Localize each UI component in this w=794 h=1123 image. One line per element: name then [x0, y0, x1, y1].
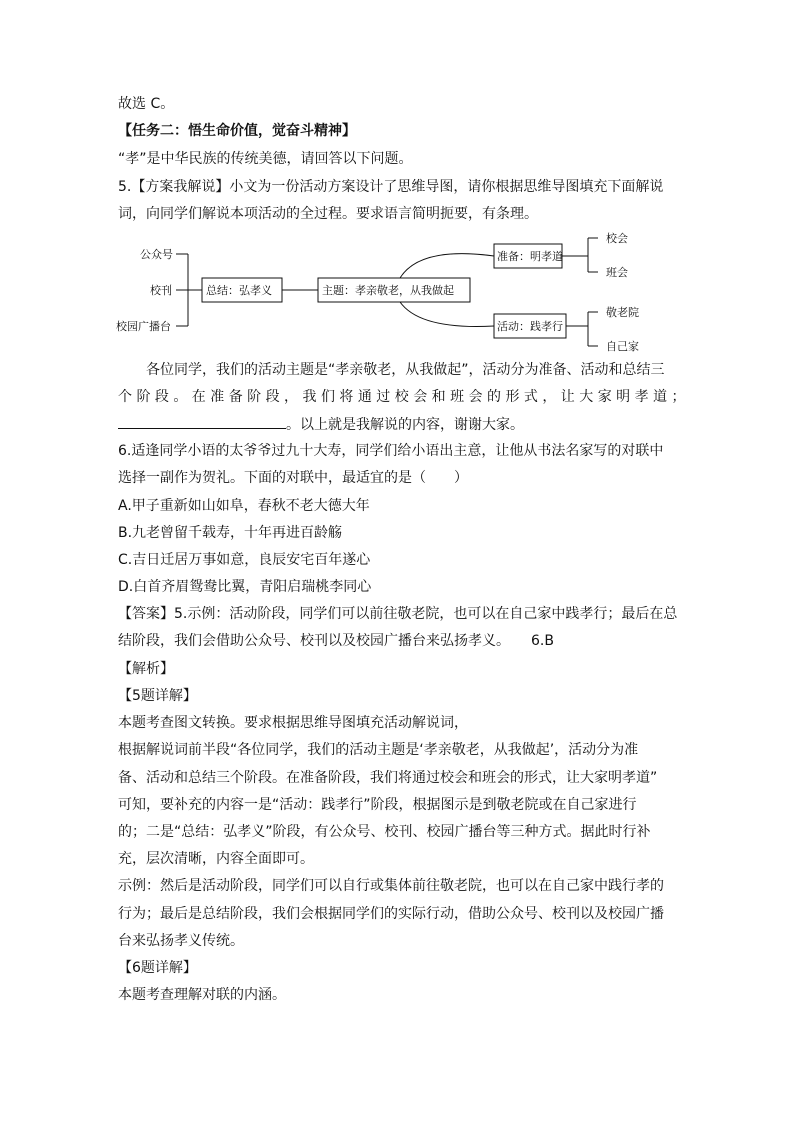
question-6-line-1: 6.适逢同学小语的太爷爷过九十大寿，同学们给小语出主意，让他从书法名家写的对联中: [118, 443, 664, 459]
task-heading: 【任务二：悟生命价值，觉奋斗精神】: [118, 123, 356, 139]
prepare-node: 准备：明孝道: [497, 250, 563, 263]
speech-line-3-text: 。以上就是我解说的内容，谢谢大家。: [286, 417, 524, 433]
explain-line-6: 充，层次清晰，内容全面即可。: [118, 851, 314, 867]
example-line-2: 行为；最后是总结阶段，我们会根据同学们的实际行动，借助公众号、校刊以及校园广播: [118, 906, 664, 922]
left-item-journal: 校刊: [150, 284, 172, 297]
analysis-heading: 【解析】: [118, 661, 174, 677]
explain-line-2: 根据解说词前半段“各位同学，我们的活动主题是‘孝亲敬老，从我做起’，活动分为准: [118, 742, 639, 758]
explain-line-1: 本题考查图文转换。要求根据思维导图填充活动解说词，: [118, 715, 468, 731]
explain-line-4: 可知，要补充的内容一是“活动：践孝行”阶段，根据图示是到敬老院或在自己家进行: [118, 797, 637, 813]
theme-node: 主题：孝亲敬老，从我做起: [322, 284, 454, 297]
mind-map: [110, 226, 670, 356]
branch-curve-activity: [400, 302, 494, 327]
answer-line-1: 【答案】5.示例：活动阶段，同学们可以前往敬老院，也可以在自己家中践孝行；最后在总: [118, 606, 678, 622]
answer-line-2: 结阶段，我们会借助公众号、校刊以及校园广播台来弘扬孝义。 6.B: [118, 633, 554, 649]
prepare-item-school: 校会: [606, 232, 628, 245]
activity-item-home: 自己家: [606, 340, 639, 353]
summary-node: 总结：弘孝义: [206, 284, 272, 297]
question-5-line-1: 5.【方案我解说】小文为一份活动方案设计了思维导图，请你根据思维导图填充下面解说: [118, 179, 664, 195]
example-line-1: 示例：然后是活动阶段，同学们可以自行或集体前往敬老院，也可以在自己家中践行孝的: [118, 878, 664, 894]
answer-blank[interactable]: [118, 414, 286, 429]
explain-6-line-1: 本题考查理解对联的内涵。: [118, 987, 286, 1003]
question-6-line-2: 选择一副作为贺礼。下面的对联中，最适宜的是（ ）: [118, 470, 468, 486]
prepare-item-class: 班会: [606, 266, 628, 279]
option-a: A.甲子重新如山如阜，春秋不老大德大年: [118, 498, 370, 514]
speech-line-1: 各位同学，我们的活动主题是“孝亲敬老，从我做起”，活动分为准备、活动和总结三: [146, 362, 665, 378]
option-b: B.九老曾留千载寿，十年再进百龄觞: [118, 525, 343, 541]
detail-5-heading: 【5题详解】: [118, 688, 197, 704]
explain-line-5: 的；二是“总结：弘孝义”阶段，有公众号、校刊、校园广播台等三种方式。据此时行补: [118, 824, 651, 840]
conclusion-line: 故选 C。: [118, 96, 175, 112]
branch-curve-prepare: [400, 254, 494, 278]
speech-line-2: 个 阶 段 。 在 准 备 阶 段 ， 我 们 将 通 过 校 会 和 班 会 的 形 式 ， 让 大 家 明 孝 道 ；: [118, 389, 686, 405]
left-item-radio: 校园广播台: [116, 320, 171, 333]
activity-node: 活动：践孝行: [497, 320, 563, 333]
detail-6-heading: 【6题详解】: [118, 960, 197, 976]
question-5-line-2: 词，向同学们解说本项活动的全过程。要求语言简明扼要，有条理。: [118, 206, 538, 222]
example-line-3: 台来弘扬孝义传统。: [118, 933, 244, 949]
option-d: D.白首齐眉鸳鸯比翼，青阳启瑞桃李同心: [118, 579, 372, 595]
left-item-wechat: 公众号: [140, 248, 173, 261]
speech-line-3: [118, 414, 524, 435]
option-c: C.吉日迁居万事如意，良辰安宅百年遂心: [118, 552, 371, 568]
activity-item-nursing-home: 敬老院: [606, 306, 639, 319]
intro-line: “孝”是中华民族的传统美德，请回答以下问题。: [118, 151, 413, 167]
explain-line-3: 备、活动和总结三个阶段。在准备阶段，我们将通过校会和班会的形式，让大家明孝道”: [118, 770, 658, 786]
